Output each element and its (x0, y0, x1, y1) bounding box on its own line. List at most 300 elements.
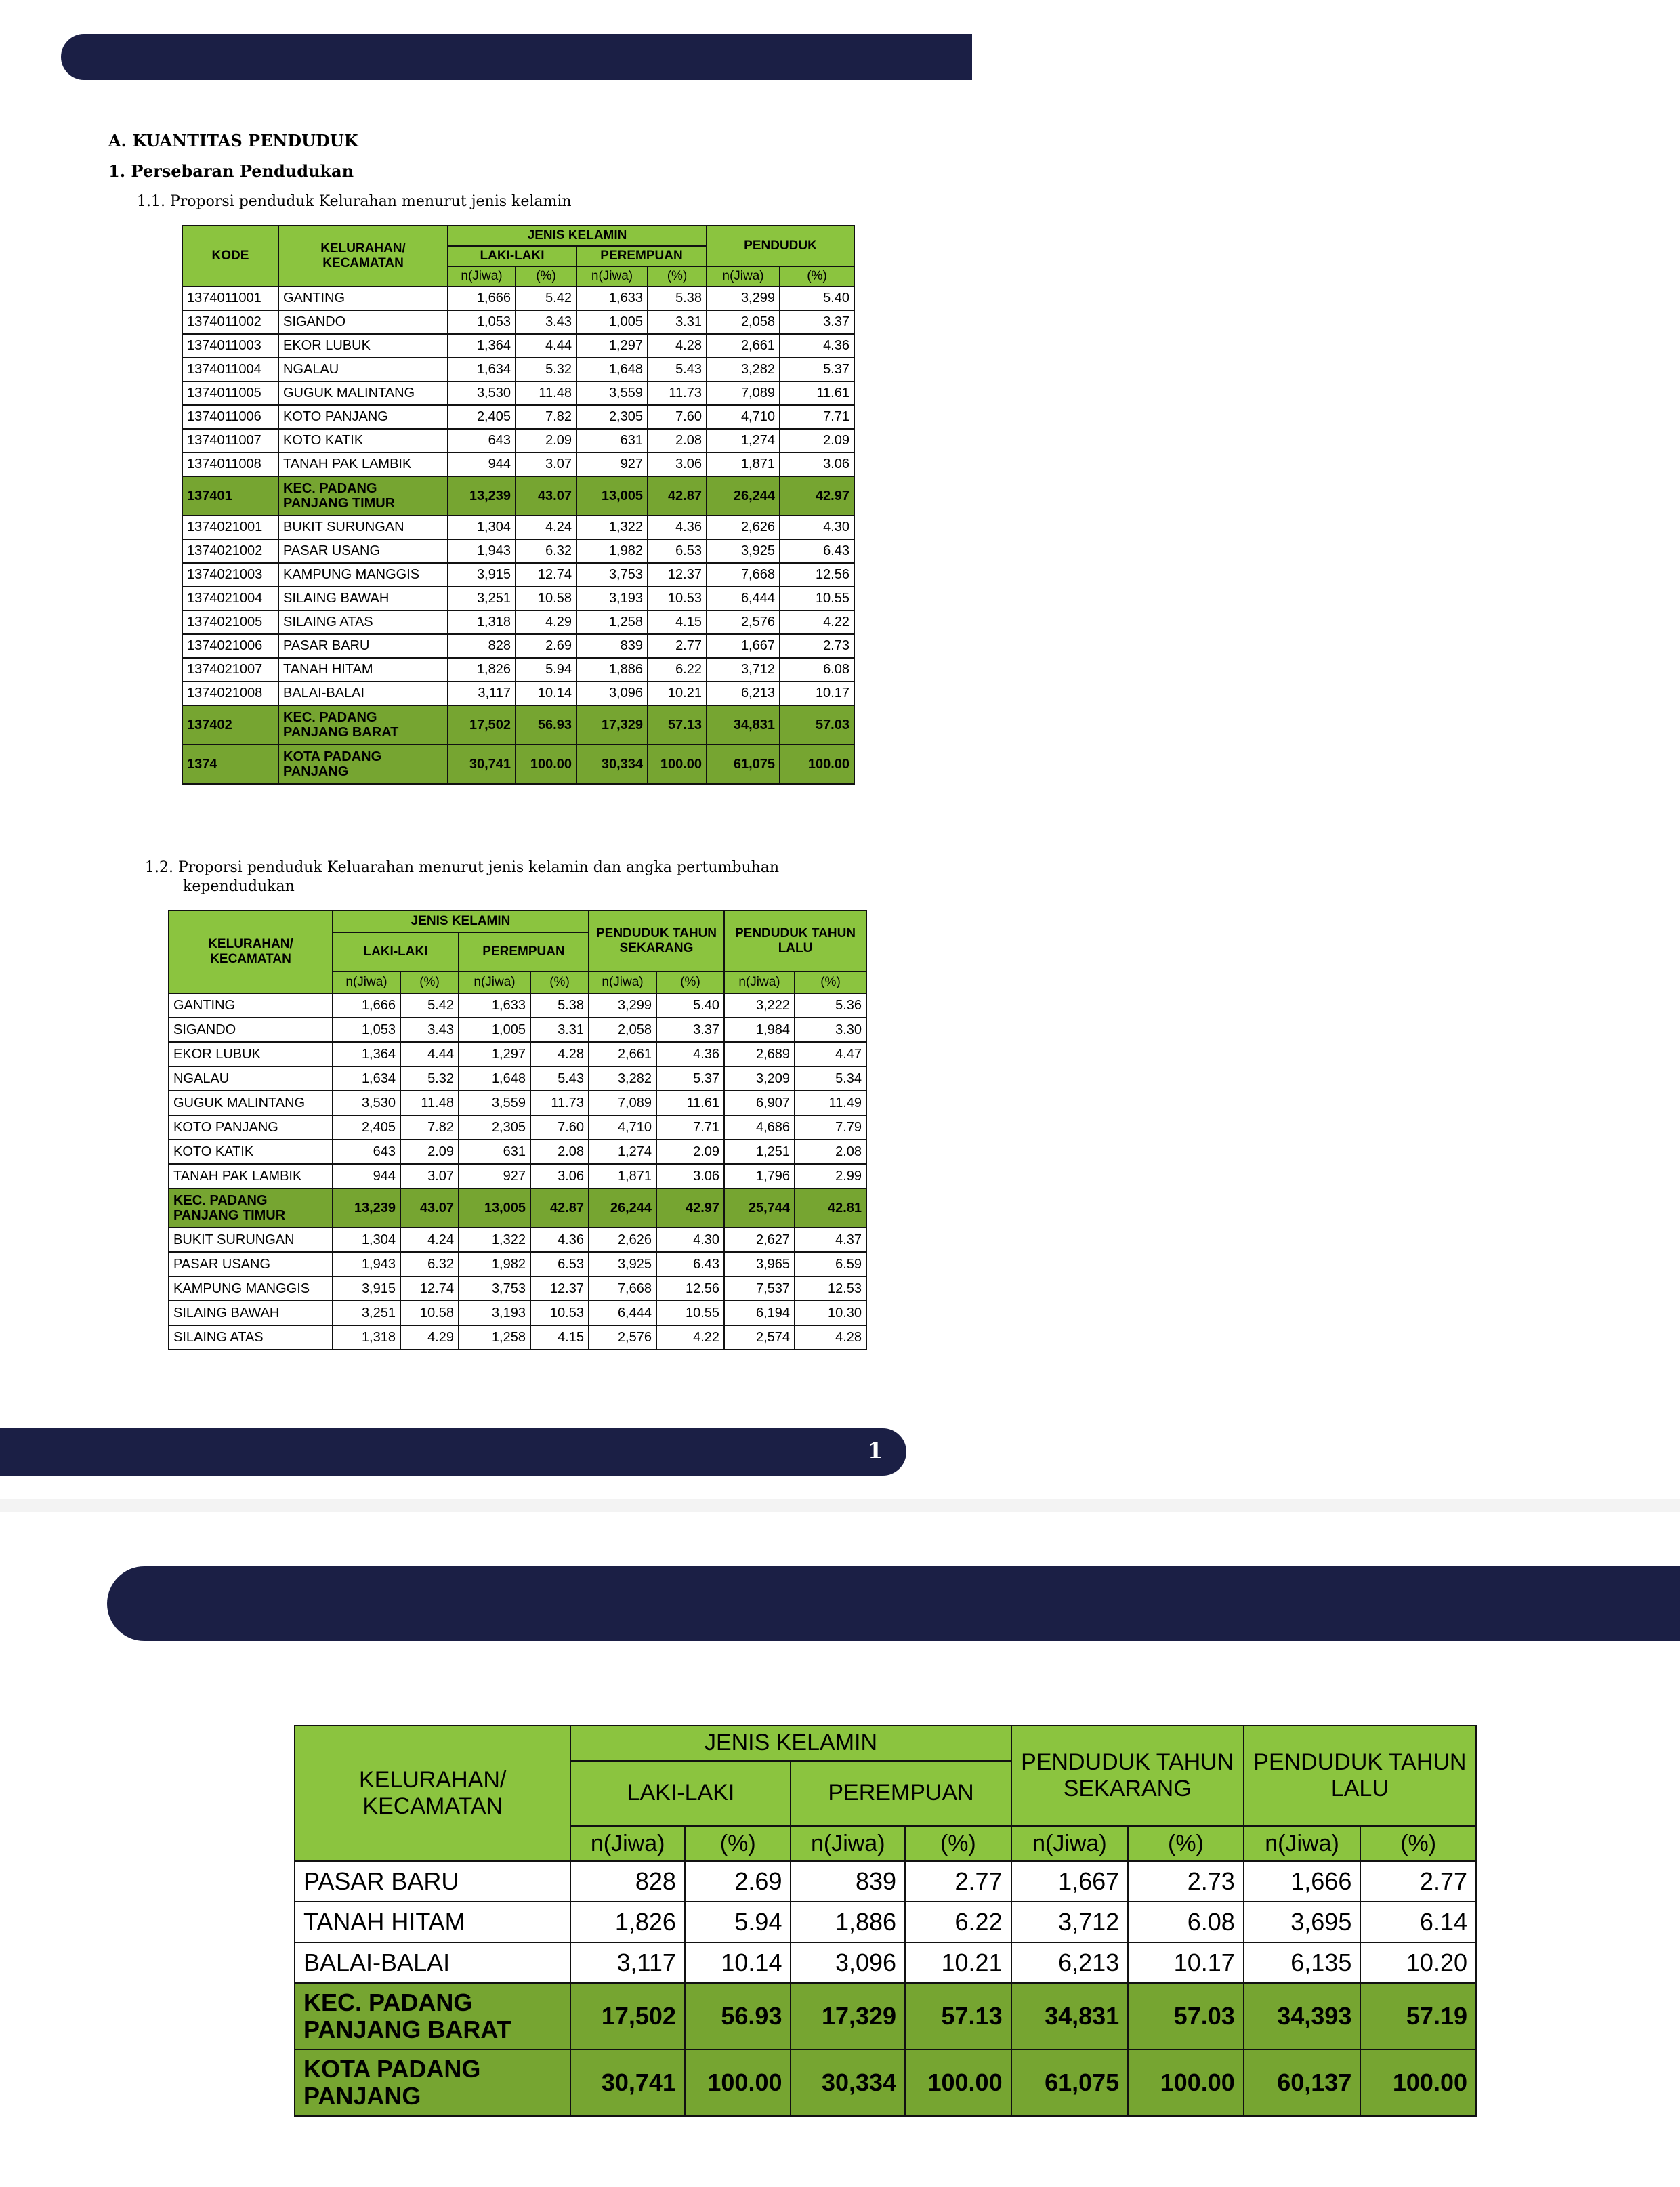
header-kode: KODE (182, 226, 278, 287)
cell-l-p: 11.48 (400, 1091, 459, 1115)
table-row (169, 1091, 866, 1115)
cell-l-n: 1,943 (333, 1252, 400, 1276)
cell-t-p: 5.40 (780, 287, 854, 310)
cell-nama: PASAR BARU (278, 634, 448, 658)
cell-y-n: 3,222 (724, 993, 795, 1018)
cell-p-p: 12.37 (530, 1276, 589, 1301)
table-proporsi-pertumbuhan-cont (294, 1725, 1477, 2117)
cell-s-p: 2.09 (656, 1140, 724, 1164)
cell-p-p: 3.31 (530, 1018, 589, 1042)
cell-p-p: 6.53 (530, 1252, 589, 1276)
header-njiwa: n(Jiwa) (1011, 1826, 1129, 1861)
table-row (182, 539, 854, 563)
cell-l-n: 30,741 (570, 2049, 685, 2116)
cell-p-p: 2.77 (905, 1861, 1011, 1902)
header-njiwa: n(Jiwa) (570, 1826, 685, 1861)
cell-nama: KOTO KATIK (278, 429, 448, 453)
cell-l-n: 2,405 (448, 405, 516, 429)
cell-p-n: 1,258 (576, 610, 648, 634)
table-row (182, 453, 854, 476)
cell-s-p: 3.06 (656, 1164, 724, 1188)
cell-s-p: 57.03 (1128, 1983, 1244, 2049)
cell-l-p: 3.07 (400, 1164, 459, 1188)
table-row (295, 1942, 1476, 1983)
cell-y-p: 57.19 (1360, 1983, 1476, 2049)
table-row (182, 610, 854, 634)
table-row (182, 587, 854, 610)
cell-s-n: 7,668 (589, 1276, 656, 1301)
section-heading: A. KUANTITAS PENDUDUK (108, 131, 358, 150)
cell-l-p: 56.93 (685, 1983, 791, 2049)
cell-p-n: 1,322 (459, 1228, 530, 1252)
cell-l-n: 1,304 (333, 1228, 400, 1252)
cell-t-n: 3,712 (707, 658, 780, 682)
table1-caption: 1.1. Proporsi penduduk Kelurahan menurut jenis kelamin (137, 193, 572, 210)
cell-nama: BUKIT SURUNGAN (278, 516, 448, 539)
cell-l-n: 3,915 (333, 1276, 400, 1301)
cell-s-n: 6,444 (589, 1301, 656, 1325)
cell-nama: BALAI-BALAI (278, 682, 448, 705)
cell-s-n: 4,710 (589, 1115, 656, 1140)
cell-y-n: 1,796 (724, 1164, 795, 1188)
cell-p-n: 839 (576, 634, 648, 658)
table-row (182, 334, 854, 358)
cell-s-n: 1,871 (589, 1164, 656, 1188)
cell-l-n: 1,634 (448, 358, 516, 381)
cell-s-n: 3,299 (589, 993, 656, 1018)
cell-nama: KAMPUNG MANGGIS (278, 563, 448, 587)
cell-y-p: 2.08 (795, 1140, 866, 1164)
cell-p-n: 1,886 (791, 1902, 905, 1942)
cell-kode: 1374021005 (182, 610, 278, 634)
cell-l-n: 1,053 (333, 1018, 400, 1042)
cell-y-p: 7.79 (795, 1115, 866, 1140)
cell-s-n: 2,058 (589, 1018, 656, 1042)
cell-p-n: 3,193 (459, 1301, 530, 1325)
cell-nama: PASAR USANG (169, 1252, 333, 1276)
header-njiwa: n(Jiwa) (589, 972, 656, 993)
cell-y-n: 25,744 (724, 1188, 795, 1228)
table-proporsi-jenis-kelamin (182, 225, 855, 785)
cell-l-n: 1,826 (570, 1902, 685, 1942)
cell-p-p: 6.53 (648, 539, 707, 563)
cell-p-n: 1,648 (459, 1066, 530, 1091)
cell-p-n: 631 (459, 1140, 530, 1164)
cell-p-n: 2,305 (576, 405, 648, 429)
header-penduduk-sekarang: PENDUDUK TAHUN SEKARANG (1011, 1726, 1244, 1826)
cell-t-n: 6,213 (707, 682, 780, 705)
cell-l-n: 643 (333, 1140, 400, 1164)
header-pct: (%) (516, 266, 576, 287)
cell-l-p: 10.58 (400, 1301, 459, 1325)
cell-l-n: 828 (448, 634, 516, 658)
cell-p-p: 100.00 (648, 745, 707, 784)
cell-s-n: 61,075 (1011, 2049, 1129, 2116)
cell-p-p: 6.22 (905, 1902, 1011, 1942)
cell-kode: 1374021002 (182, 539, 278, 563)
cell-s-n: 3,712 (1011, 1902, 1129, 1942)
cell-t-p: 5.37 (780, 358, 854, 381)
cell-l-n: 1,318 (333, 1325, 400, 1350)
cell-nama: TANAH PAK LAMBIK (169, 1164, 333, 1188)
cell-nama: TANAH HITAM (295, 1902, 570, 1942)
cell-nama: KOTA PADANG PANJANG (278, 745, 448, 784)
page-separator (0, 1499, 1680, 1512)
table-row (182, 682, 854, 705)
cell-nama: KOTA PADANG PANJANG (295, 2049, 570, 2116)
header-pct: (%) (795, 972, 866, 993)
header-pct: (%) (530, 972, 589, 993)
header-njiwa: n(Jiwa) (333, 972, 400, 993)
cell-s-p: 11.61 (656, 1091, 724, 1115)
cell-p-n: 1,005 (576, 310, 648, 334)
cell-p-n: 3,193 (576, 587, 648, 610)
table-subtotal-row (182, 476, 854, 516)
header-laki-laki: LAKI-LAKI (570, 1761, 791, 1826)
table2-caption: 1.2. Proporsi penduduk Keluarahan menurut jenis kelamin dan angka pertumbuhan (145, 859, 780, 876)
cell-t-p: 100.00 (780, 745, 854, 784)
table-subtotal-row (295, 2049, 1476, 2116)
cell-l-n: 3,117 (448, 682, 516, 705)
cell-l-n: 944 (448, 453, 516, 476)
header-njiwa: n(Jiwa) (576, 266, 648, 287)
cell-s-p: 3.37 (656, 1018, 724, 1042)
cell-y-n: 6,907 (724, 1091, 795, 1115)
cell-nama: SIGANDO (278, 310, 448, 334)
cell-y-n: 1,251 (724, 1140, 795, 1164)
cell-kode: 1374011006 (182, 405, 278, 429)
cell-y-p: 42.81 (795, 1188, 866, 1228)
cell-l-p: 3.07 (516, 453, 576, 476)
cell-s-n: 3,282 (589, 1066, 656, 1091)
cell-p-n: 631 (576, 429, 648, 453)
cell-t-p: 11.61 (780, 381, 854, 405)
cell-l-p: 4.44 (400, 1042, 459, 1066)
cell-l-p: 4.24 (400, 1228, 459, 1252)
cell-l-n: 643 (448, 429, 516, 453)
cell-p-n: 3,096 (791, 1942, 905, 1983)
table-row (182, 381, 854, 405)
cell-l-p: 2.69 (685, 1861, 791, 1902)
cell-t-p: 57.03 (780, 705, 854, 745)
cell-p-n: 2,305 (459, 1115, 530, 1140)
cell-t-n: 61,075 (707, 745, 780, 784)
cell-l-n: 1,666 (448, 287, 516, 310)
cell-kode: 1374011001 (182, 287, 278, 310)
cell-nama: GUGUK MALINTANG (169, 1091, 333, 1115)
cell-y-n: 4,686 (724, 1115, 795, 1140)
table-subtotal-row (169, 1188, 866, 1228)
table-subtotal-row (295, 1983, 1476, 2049)
cell-p-n: 13,005 (576, 476, 648, 516)
cell-s-n: 1,667 (1011, 1861, 1129, 1902)
cell-s-p: 10.55 (656, 1301, 724, 1325)
cell-p-n: 1,982 (459, 1252, 530, 1276)
cell-nama: PASAR BARU (295, 1861, 570, 1902)
cell-s-p: 2.73 (1128, 1861, 1244, 1902)
table-row (169, 993, 866, 1018)
cell-y-n: 6,135 (1244, 1942, 1361, 1983)
cell-t-n: 7,668 (707, 563, 780, 587)
cell-y-p: 5.36 (795, 993, 866, 1018)
cell-kode: 1374021003 (182, 563, 278, 587)
table-row (182, 658, 854, 682)
cell-p-p: 42.87 (530, 1188, 589, 1228)
cell-s-n: 2,661 (589, 1042, 656, 1066)
cell-p-p: 5.38 (530, 993, 589, 1018)
cell-p-n: 1,258 (459, 1325, 530, 1350)
cell-nama: SILAING BAWAH (278, 587, 448, 610)
cell-kode: 1374021006 (182, 634, 278, 658)
cell-p-p: 3.06 (648, 453, 707, 476)
cell-s-p: 6.43 (656, 1252, 724, 1276)
cell-p-p: 10.21 (905, 1942, 1011, 1983)
cell-p-p: 6.22 (648, 658, 707, 682)
header-perempuan: PEREMPUAN (576, 246, 707, 266)
cell-l-p: 5.32 (516, 358, 576, 381)
cell-l-p: 3.43 (516, 310, 576, 334)
cell-nama: KOTO PANJANG (169, 1115, 333, 1140)
cell-l-p: 12.74 (516, 563, 576, 587)
header-pct: (%) (400, 972, 459, 993)
cell-p-p: 3.31 (648, 310, 707, 334)
table-row (169, 1301, 866, 1325)
cell-p-p: 12.37 (648, 563, 707, 587)
cell-y-n: 7,537 (724, 1276, 795, 1301)
cell-l-n: 17,502 (448, 705, 516, 745)
table-row (295, 1902, 1476, 1942)
cell-p-p: 4.28 (648, 334, 707, 358)
cell-l-n: 1,666 (333, 993, 400, 1018)
cell-nama: PASAR USANG (278, 539, 448, 563)
table-row (169, 1042, 866, 1066)
cell-s-n: 34,831 (1011, 1983, 1129, 2049)
table-row (169, 1066, 866, 1091)
cell-y-p: 4.28 (795, 1325, 866, 1350)
cell-nama: TANAH PAK LAMBIK (278, 453, 448, 476)
cell-t-n: 1,667 (707, 634, 780, 658)
header-laki-laki: LAKI-LAKI (333, 932, 459, 972)
cell-p-n: 1,005 (459, 1018, 530, 1042)
cell-l-p: 4.29 (516, 610, 576, 634)
page-number: 1 (867, 1438, 883, 1463)
cell-p-n: 3,559 (576, 381, 648, 405)
cell-p-p: 100.00 (905, 2049, 1011, 2116)
table-row (169, 1276, 866, 1301)
cell-t-p: 2.09 (780, 429, 854, 453)
header-pct: (%) (685, 1826, 791, 1861)
cell-l-n: 30,741 (448, 745, 516, 784)
cell-p-p: 7.60 (530, 1115, 589, 1140)
cell-l-n: 1,304 (448, 516, 516, 539)
table-row (169, 1325, 866, 1350)
cell-s-n: 26,244 (589, 1188, 656, 1228)
cell-y-n: 3,209 (724, 1066, 795, 1091)
cell-nama: KEC. PADANG PANJANG BARAT (295, 1983, 570, 2049)
header-pct: (%) (780, 266, 854, 287)
table-row (169, 1115, 866, 1140)
header-njiwa: n(Jiwa) (1244, 1826, 1361, 1861)
cell-p-p: 42.87 (648, 476, 707, 516)
cell-s-p: 12.56 (656, 1276, 724, 1301)
cell-l-n: 944 (333, 1164, 400, 1188)
cell-t-p: 4.30 (780, 516, 854, 539)
cell-s-n: 2,576 (589, 1325, 656, 1350)
header-njiwa: n(Jiwa) (448, 266, 516, 287)
cell-nama: EKOR LUBUK (169, 1042, 333, 1066)
header-jenis-kelamin: JENIS KELAMIN (448, 226, 707, 246)
cell-p-n: 1,322 (576, 516, 648, 539)
cell-kode: 1374021001 (182, 516, 278, 539)
table-row (169, 1164, 866, 1188)
cell-l-n: 3,530 (333, 1091, 400, 1115)
cell-s-p: 7.71 (656, 1115, 724, 1140)
cell-t-n: 6,444 (707, 587, 780, 610)
cell-t-n: 1,274 (707, 429, 780, 453)
cell-kode: 1374011003 (182, 334, 278, 358)
cell-y-n: 1,984 (724, 1018, 795, 1042)
cell-l-n: 828 (570, 1861, 685, 1902)
cell-nama: KEC. PADANG PANJANG BARAT (278, 705, 448, 745)
cell-y-n: 6,194 (724, 1301, 795, 1325)
cell-nama: KAMPUNG MANGGIS (169, 1276, 333, 1301)
cell-l-p: 3.43 (400, 1018, 459, 1042)
header-penduduk-lalu: PENDUDUK TAHUN LALU (724, 911, 866, 972)
table-row (182, 563, 854, 587)
header-pct: (%) (1128, 1826, 1244, 1861)
cell-y-n: 2,689 (724, 1042, 795, 1066)
cell-nama: GUGUK MALINTANG (278, 381, 448, 405)
cell-t-p: 42.97 (780, 476, 854, 516)
cell-p-p: 3.06 (530, 1164, 589, 1188)
cell-t-n: 4,710 (707, 405, 780, 429)
cell-y-p: 4.37 (795, 1228, 866, 1252)
cell-t-n: 3,282 (707, 358, 780, 381)
cell-s-p: 4.22 (656, 1325, 724, 1350)
header-kelurahan: KELURAHAN/ KECAMATAN (169, 911, 333, 993)
cell-kode: 137401 (182, 476, 278, 516)
cell-p-p: 2.77 (648, 634, 707, 658)
header-perempuan: PEREMPUAN (459, 932, 589, 972)
cell-l-p: 43.07 (400, 1188, 459, 1228)
cell-l-p: 4.29 (400, 1325, 459, 1350)
header-jenis-kelamin: JENIS KELAMIN (333, 911, 589, 932)
cell-l-p: 56.93 (516, 705, 576, 745)
cell-p-p: 4.28 (530, 1042, 589, 1066)
cell-l-p: 6.32 (516, 539, 576, 563)
cell-t-n: 2,661 (707, 334, 780, 358)
cell-kode: 1374011004 (182, 358, 278, 381)
cell-s-p: 5.40 (656, 993, 724, 1018)
cell-y-n: 3,965 (724, 1252, 795, 1276)
cell-p-p: 10.53 (648, 587, 707, 610)
cell-p-n: 3,559 (459, 1091, 530, 1115)
cell-y-n: 1,666 (1244, 1861, 1361, 1902)
cell-s-p: 100.00 (1128, 2049, 1244, 2116)
cell-y-p: 10.20 (1360, 1942, 1476, 1983)
cell-p-n: 927 (576, 453, 648, 476)
table-row (182, 358, 854, 381)
cell-t-p: 12.56 (780, 563, 854, 587)
cell-s-p: 4.30 (656, 1228, 724, 1252)
cell-p-n: 1,633 (576, 287, 648, 310)
table-row (182, 287, 854, 310)
cell-l-n: 2,405 (333, 1115, 400, 1140)
header-pct: (%) (656, 972, 724, 993)
cell-l-p: 10.58 (516, 587, 576, 610)
cell-p-n: 30,334 (791, 2049, 905, 2116)
header-njiwa: n(Jiwa) (459, 972, 530, 993)
cell-l-p: 5.32 (400, 1066, 459, 1091)
cell-nama: KOTO PANJANG (278, 405, 448, 429)
cell-t-n: 34,831 (707, 705, 780, 745)
cell-p-p: 5.38 (648, 287, 707, 310)
cell-nama: SIGANDO (169, 1018, 333, 1042)
cell-p-p: 10.53 (530, 1301, 589, 1325)
cell-s-n: 3,925 (589, 1252, 656, 1276)
cell-s-p: 6.08 (1128, 1902, 1244, 1942)
cell-t-n: 2,576 (707, 610, 780, 634)
cell-nama: NGALAU (169, 1066, 333, 1091)
cell-nama: GANTING (169, 993, 333, 1018)
table-subtotal-row (182, 705, 854, 745)
cell-p-p: 2.08 (530, 1140, 589, 1164)
cell-t-n: 3,925 (707, 539, 780, 563)
table2-caption-cont: kependudukan (183, 878, 295, 895)
cell-nama: EKOR LUBUK (278, 334, 448, 358)
cell-l-n: 3,530 (448, 381, 516, 405)
cell-s-p: 42.97 (656, 1188, 724, 1228)
cell-kode: 1374011007 (182, 429, 278, 453)
header-njiwa: n(Jiwa) (791, 1826, 905, 1861)
cell-nama: BALAI-BALAI (295, 1942, 570, 1983)
table-row (182, 310, 854, 334)
table-row (169, 1018, 866, 1042)
header-njiwa: n(Jiwa) (724, 972, 795, 993)
cell-l-p: 5.94 (516, 658, 576, 682)
cell-l-p: 2.69 (516, 634, 576, 658)
cell-p-p: 4.36 (530, 1228, 589, 1252)
cell-l-p: 43.07 (516, 476, 576, 516)
cell-l-n: 1,053 (448, 310, 516, 334)
cell-kode: 1374011005 (182, 381, 278, 405)
cell-p-n: 30,334 (576, 745, 648, 784)
cell-t-n: 26,244 (707, 476, 780, 516)
cell-t-n: 1,871 (707, 453, 780, 476)
cell-s-n: 2,626 (589, 1228, 656, 1252)
cell-l-p: 10.14 (685, 1942, 791, 1983)
header-penduduk-sekarang: PENDUDUK TAHUN SEKARANG (589, 911, 724, 972)
table-proporsi-pertumbuhan (168, 910, 867, 1350)
cell-t-p: 4.36 (780, 334, 854, 358)
cell-t-p: 7.71 (780, 405, 854, 429)
cell-y-n: 60,137 (1244, 2049, 1361, 2116)
cell-y-p: 10.30 (795, 1301, 866, 1325)
subsection-heading: 1. Persebaran Pendudukan (108, 161, 354, 181)
header-kelurahan: KELURAHAN/ KECAMATAN (295, 1726, 570, 1861)
cell-nama: TANAH HITAM (278, 658, 448, 682)
cell-l-p: 4.24 (516, 516, 576, 539)
cell-l-n: 1,364 (333, 1042, 400, 1066)
table-row (169, 1252, 866, 1276)
cell-l-p: 2.09 (400, 1140, 459, 1164)
cell-l-n: 3,251 (333, 1301, 400, 1325)
cell-l-p: 5.94 (685, 1902, 791, 1942)
cell-l-n: 13,239 (448, 476, 516, 516)
cell-l-p: 6.32 (400, 1252, 459, 1276)
cell-p-p: 5.43 (648, 358, 707, 381)
cell-y-p: 100.00 (1360, 2049, 1476, 2116)
